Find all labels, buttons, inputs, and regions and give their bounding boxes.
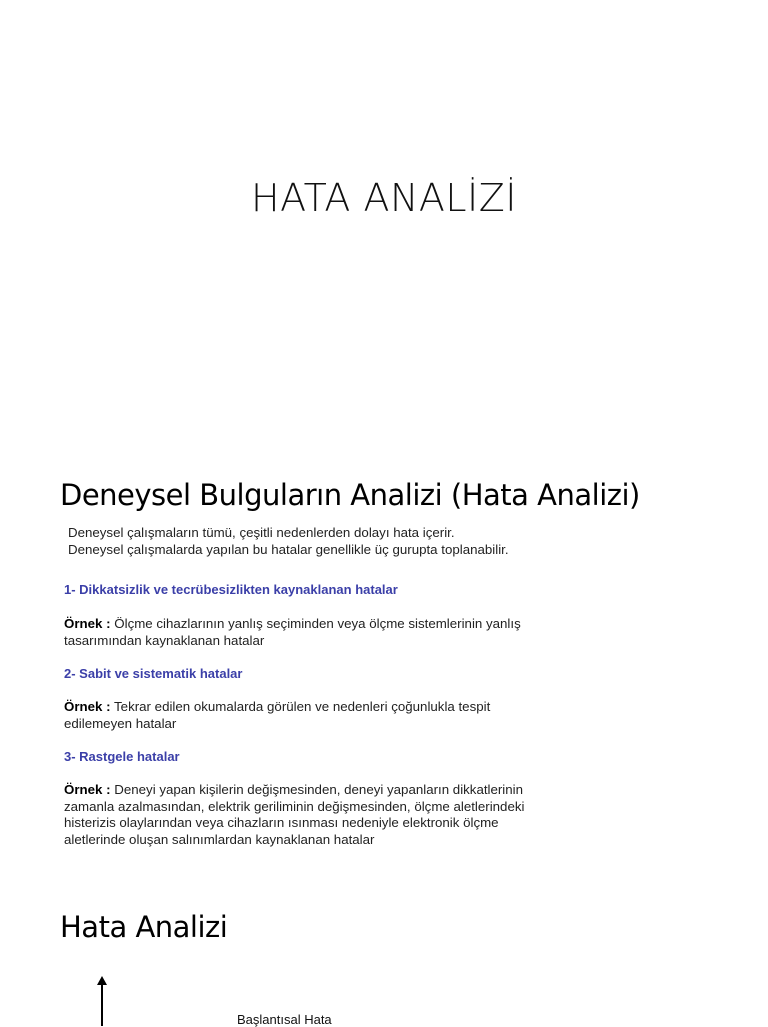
intro-text bbox=[68, 525, 509, 558]
section-heading: Deneysel Bulguların Analizi (Hata Analizi) bbox=[60, 478, 640, 512]
example-prefix: Örnek : bbox=[64, 699, 111, 714]
example-1 bbox=[64, 616, 554, 649]
example-line: aletlerinde oluşan salınımlardan kaynaklanan hatalar bbox=[64, 831, 375, 847]
axis-arrow-icon bbox=[96, 976, 108, 1026]
example-line: Deneyi yapan kişilerin değişmesinden, deneyi yapanların dikkatlerinin bbox=[114, 782, 524, 797]
example-line: edilemeyen hatalar bbox=[64, 715, 177, 731]
category-heading-2: 2- Sabit ve sistematik hatalar bbox=[64, 666, 243, 681]
example-line: Tekrar edilen okumalarda görülen ve nedenleri çoğunlukla tespit bbox=[114, 699, 491, 714]
intro-line: Deneysel çalışmalarda yapılan bu hatalar genellikle üç gurupta toplanabilir. bbox=[68, 541, 509, 557]
section-heading: Hata Analizi bbox=[60, 910, 228, 944]
axis-label: Başlantısal Hata bbox=[237, 1012, 332, 1027]
example-prefix: Örnek : bbox=[64, 616, 111, 631]
category-heading-3: 3- Rastgele hatalar bbox=[64, 749, 180, 764]
example-line: zamanla azalmasından, elektrik geriliminin değişmesinden, ölçme aletlerindeki bbox=[64, 798, 525, 814]
example-line: tasarımından kaynaklanan hatalar bbox=[64, 632, 265, 648]
example-2 bbox=[64, 699, 554, 732]
example-line: histerizis olaylarından veya cihazların ısınması nedeniyle elektronik ölçme bbox=[64, 815, 499, 830]
example-3 bbox=[64, 782, 554, 848]
category-heading-1: 1- Dikkatsizlik ve tecrübesizlikten kaynaklanan hatalar bbox=[64, 582, 398, 597]
example-line: Ölçme cihazlarının yanlış seçiminden veya ölçme sistemlerinin yanlış bbox=[114, 616, 521, 631]
intro-line: Deneysel çalışmaların tümü, çeşitli nedenlerden dolayı hata içerir. bbox=[68, 525, 455, 540]
example-prefix: Örnek : bbox=[64, 782, 111, 797]
slide-title: HATA ANALİZİ bbox=[251, 176, 517, 220]
